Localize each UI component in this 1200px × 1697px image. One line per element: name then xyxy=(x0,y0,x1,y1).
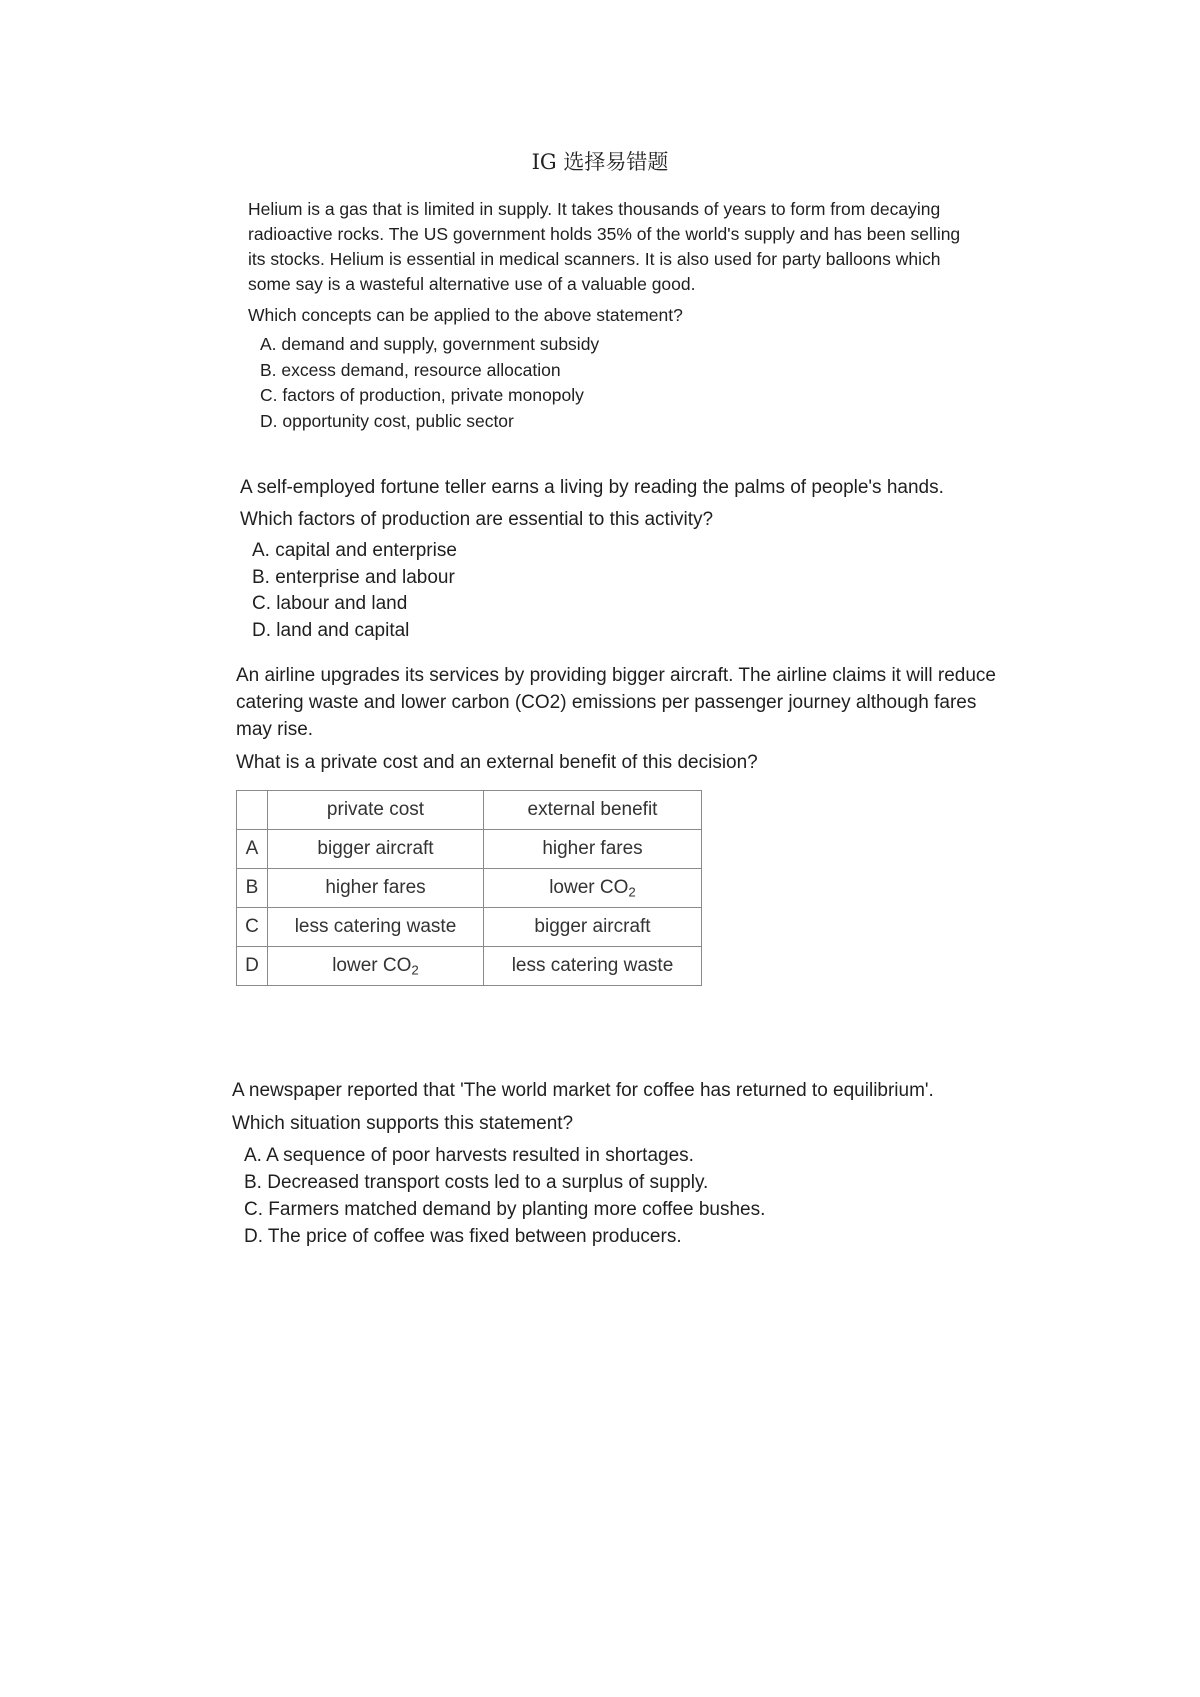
question-4-option-d: D. The price of coffee was fixed between producers. xyxy=(244,1226,682,1247)
co2-prefix: lower CO xyxy=(332,955,412,976)
question-4-option-b: B. Decreased transport costs led to a surplus of supply. xyxy=(244,1172,709,1193)
table-row-letter: B xyxy=(237,869,268,908)
table-cell-private-cost xyxy=(268,947,484,986)
table-header-row xyxy=(237,791,702,830)
question-1-option-a: A. demand and supply, government subsidy xyxy=(260,334,600,354)
question-1 xyxy=(248,197,968,434)
question-2-option-c: C. labour and land xyxy=(252,593,408,614)
question-1-prompt: Which concepts can be applied to the above statement? xyxy=(248,305,683,325)
question-3 xyxy=(236,662,1006,776)
table-row-letter: C xyxy=(237,908,268,947)
answer-table xyxy=(236,790,702,986)
table-cell-external-benefit: less catering waste xyxy=(484,947,702,986)
co2-prefix: lower CO xyxy=(549,877,629,898)
table-cell-external-benefit xyxy=(484,869,702,908)
table-cell-private-cost: higher fares xyxy=(268,869,484,908)
question-4-prompt: Which situation supports this statement? xyxy=(232,1113,574,1134)
question-4-options xyxy=(244,1142,1012,1250)
page-title: IG 选择易错题 xyxy=(531,150,669,174)
question-2-option-a: A. capital and enterprise xyxy=(252,540,457,561)
table-cell-external-benefit: bigger aircraft xyxy=(484,908,702,947)
co2-subscript: 2 xyxy=(628,884,636,900)
question-4-option-c: C. Farmers matched demand by planting more coffee bushes. xyxy=(244,1199,766,1220)
table-row-letter: D xyxy=(237,947,268,986)
table-row xyxy=(237,947,702,986)
table-corner-cell xyxy=(237,791,268,830)
table-row xyxy=(237,869,702,908)
question-1-option-b: B. excess demand, resource allocation xyxy=(260,359,561,380)
question-3-stem: An airline upgrades its services by providing bigger aircraft. The airline claims it will reduce catering waste and lower carbon (CO2) emissions per passenger journey although fares may rise. xyxy=(236,665,996,740)
table-row-letter: A xyxy=(237,830,268,869)
question-4-option-a: A. A sequence of poor harvests resulted in shortages. xyxy=(244,1145,694,1166)
question-3-prompt: What is a private cost and an external benefit of this decision? xyxy=(236,752,758,773)
co2-subscript: 2 xyxy=(411,962,419,978)
question-1-option-d: D. opportunity cost, public sector xyxy=(260,410,514,431)
table-header-private-cost: private cost xyxy=(268,791,484,830)
question-2-prompt: Which factors of production are essential to this activity? xyxy=(240,509,714,530)
table-row xyxy=(237,908,702,947)
question-1-options xyxy=(260,332,968,434)
question-4-stem: A newspaper reported that 'The world market for coffee has returned to equilibrium'. xyxy=(232,1080,934,1101)
table-cell-private-cost: less catering waste xyxy=(268,908,484,947)
table-row xyxy=(237,830,702,869)
question-2-option-d: D. land and capital xyxy=(252,619,410,641)
table-header-external-benefit: external benefit xyxy=(484,791,702,830)
table-cell-external-benefit: higher fares xyxy=(484,830,702,869)
question-1-option-c: C. factors of production, private monopoly xyxy=(260,385,584,405)
question-2 xyxy=(240,472,1000,644)
question-2-option-b: B. enterprise and labour xyxy=(252,566,455,588)
question-2-options xyxy=(252,538,1000,644)
table-cell-private-cost: bigger aircraft xyxy=(268,830,484,869)
question-2-stem: A self-employed fortune teller earns a living by reading the palms of people's hands. xyxy=(240,477,944,498)
question-1-stem: Helium is a gas that is limited in supply. It takes thousands of years to form from decaying radioactive rocks. The US government holds 35% of the world's supply and has been selling its stocks. Helium is essential in medical scanners. It is also used for party balloons which some say is a wasteful alternative use of a valuable good. xyxy=(248,199,961,294)
question-4 xyxy=(232,1074,1012,1250)
